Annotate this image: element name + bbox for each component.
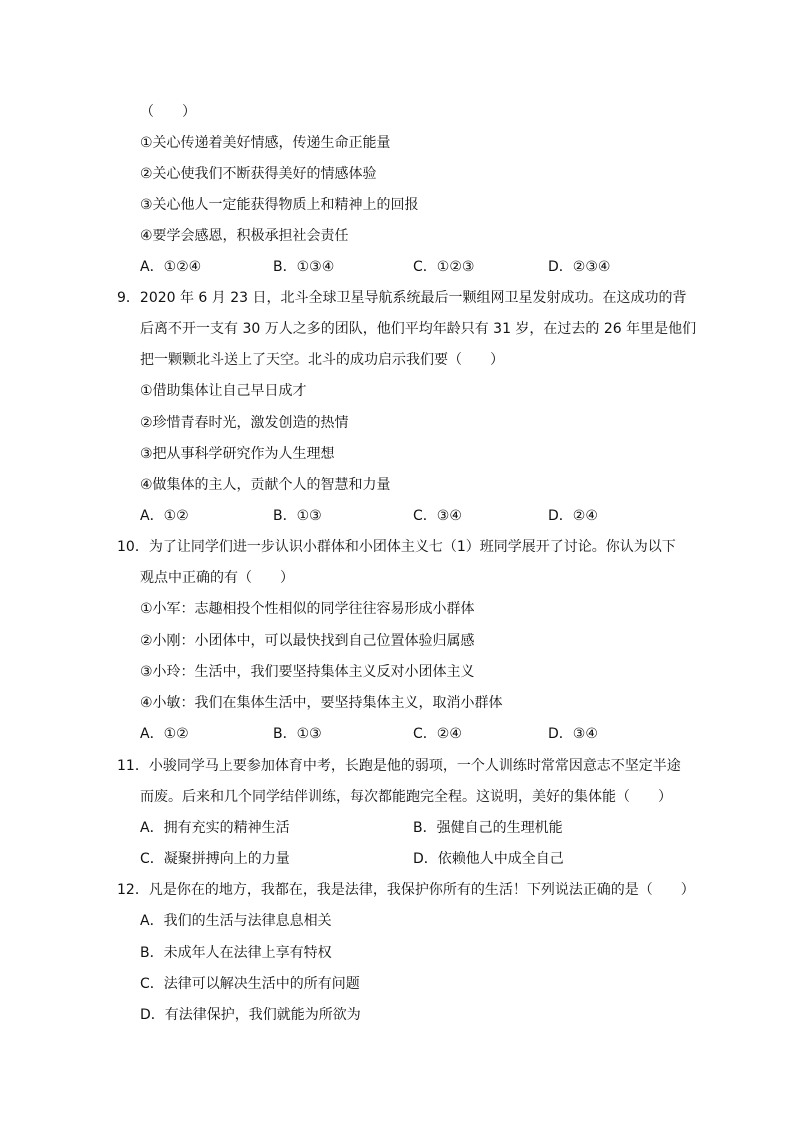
q10-item-2: ②小刚：小团体中，可以最快找到自己位置体验归属感 (140, 633, 475, 649)
q10-item-4: ④小敏：我们在集体生活中，要坚持集体主义，取消小群体 (140, 695, 503, 711)
q10-option-a[interactable]: A．①② (140, 726, 189, 742)
q9-option-b[interactable]: B．①③ (273, 508, 322, 524)
q11-option-c[interactable]: C．凝聚拼搏向上的力量 (140, 851, 290, 867)
q8-option-a[interactable]: A．①②④ (140, 259, 202, 275)
q11-option-d[interactable]: D．依赖他人中成全自己 (413, 851, 564, 867)
q10-option-b[interactable]: B．①③ (273, 726, 322, 742)
q10-item-3: ③小玲：生活中，我们要坚持集体主义反对小团体主义 (140, 664, 475, 680)
q8-item-3: ③关心他人一定能获得物质上和精神上的回报 (140, 197, 419, 213)
q12-option-b[interactable]: B．未成年人在法律上享有特权 (140, 945, 332, 961)
q11-stem-line-1: 11．小骏同学马上要参加体育中考，长跑是他的弱项，一个人训练时常常因意志不坚定半途 (117, 758, 681, 774)
q12-option-a[interactable]: A．我们的生活与法律息息相关 (140, 913, 332, 929)
q12-stem-line-1: 12．凡是你在的地方，我都在，我是法律，我保护你所有的生活！下列说法正确的是（ ） (117, 882, 695, 898)
q9-stem-line-3: 把一颗颗北斗送上了天空。北斗的成功启示我们要（ ） (140, 352, 504, 368)
q9-stem-line-1: 9．2020 年 6 月 23 日，北斗全球卫星导航系统最后一颗组网卫星发射成功。在这成功的背 (117, 290, 687, 306)
q9-stem-line-2: 后离不开一支有 30 万人之多的团队，他们平均年龄只有 31 岁，在过去的 26 年里是他们 (140, 321, 697, 337)
q9-option-a[interactable]: A．①② (140, 508, 189, 524)
q10-option-c[interactable]: C．②④ (413, 726, 462, 742)
q8-stem-end: （ ） (140, 104, 196, 120)
q9-item-4: ④做集体的主人，贡献个人的智慧和力量 (140, 477, 391, 493)
q8-item-1: ①关心传递着美好情感，传递生命正能量 (140, 135, 391, 151)
q12-option-c[interactable]: C．法律可以解决生活中的所有问题 (140, 976, 360, 992)
q10-stem-line-2: 观点中正确的有（ ） (140, 570, 294, 586)
q11-option-a[interactable]: A．拥有充实的精神生活 (140, 820, 290, 836)
q9-item-1: ①借助集体让自己早日成才 (140, 383, 307, 399)
q9-option-d[interactable]: D．②④ (548, 508, 598, 524)
q9-option-c[interactable]: C．③④ (413, 508, 462, 524)
q8-option-c[interactable]: C．①②③ (413, 259, 475, 275)
q10-stem-line-1: 10．为了让同学们进一步认识小群体和小团体主义七（1）班同学展开了讨论。你认为以下 (117, 539, 676, 555)
q10-option-d[interactable]: D．③④ (548, 726, 598, 742)
q10-item-1: ①小军：志趣相投个性相似的同学往往容易形成小群体 (140, 601, 475, 617)
q12-option-d[interactable]: D．有法律保护，我们就能为所欲为 (140, 1007, 361, 1023)
q8-option-d[interactable]: D．②③④ (548, 259, 611, 275)
q9-item-3: ③把从事科学研究作为人生理想 (140, 446, 335, 462)
q8-item-2: ②关心使我们不断获得美好的情感体验 (140, 166, 377, 182)
q8-item-4: ④要学会感恩，积极承担社会责任 (140, 228, 349, 244)
q8-option-b[interactable]: B．①③④ (273, 259, 335, 275)
q11-option-b[interactable]: B．强健自己的生理机能 (413, 820, 563, 836)
q9-item-2: ②珍惜青春时光，激发创造的热情 (140, 415, 349, 431)
q11-stem-line-2: 而废。后来和几个同学结伴训练，每次都能跑完全程。这说明，美好的集体能（ ） (140, 789, 672, 805)
